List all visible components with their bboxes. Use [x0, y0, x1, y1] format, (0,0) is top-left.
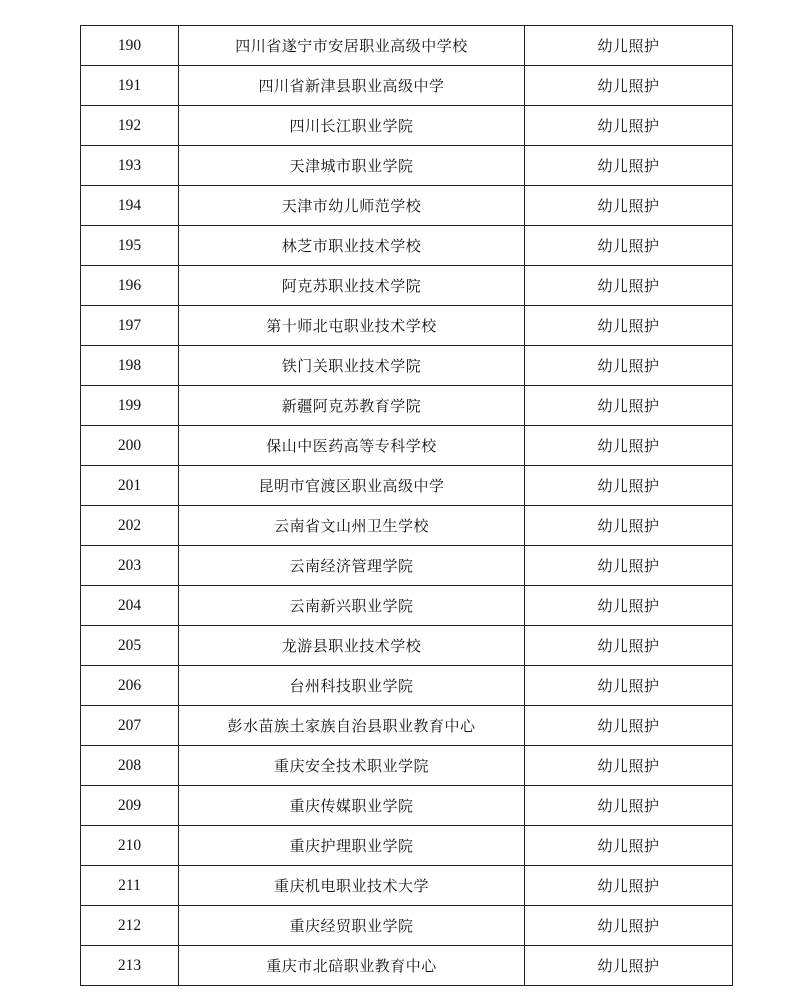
row-number-cell: 205: [81, 626, 179, 666]
major-cell: 幼儿照护: [525, 466, 733, 506]
row-number-cell: 193: [81, 146, 179, 186]
row-number-cell: 211: [81, 866, 179, 906]
table-row: [81, 26, 733, 66]
school-name-cell: 重庆传媒职业学院: [179, 786, 525, 826]
major-cell: 幼儿照护: [525, 346, 733, 386]
major-cell: 幼儿照护: [525, 146, 733, 186]
school-name-cell: 云南新兴职业学院: [179, 586, 525, 626]
row-number-cell: 197: [81, 306, 179, 346]
table-row: [81, 666, 733, 706]
table-row: [81, 586, 733, 626]
school-name-cell: 铁门关职业技术学院: [179, 346, 525, 386]
school-name-cell: 重庆安全技术职业学院: [179, 746, 525, 786]
major-cell: 幼儿照护: [525, 266, 733, 306]
row-number-cell: 196: [81, 266, 179, 306]
row-number-cell: 192: [81, 106, 179, 146]
school-name-cell: 阿克苏职业技术学院: [179, 266, 525, 306]
table-row: [81, 306, 733, 346]
major-cell: 幼儿照护: [525, 826, 733, 866]
major-cell: 幼儿照护: [525, 626, 733, 666]
major-cell: 幼儿照护: [525, 386, 733, 426]
school-name-cell: 龙游县职业技术学校: [179, 626, 525, 666]
row-number-cell: 210: [81, 826, 179, 866]
school-name-cell: 云南经济管理学院: [179, 546, 525, 586]
major-cell: 幼儿照护: [525, 586, 733, 626]
school-name-cell: 彭水苗族土家族自治县职业教育中心: [179, 706, 525, 746]
table-row: [81, 466, 733, 506]
table-row: [81, 706, 733, 746]
major-cell: 幼儿照护: [525, 186, 733, 226]
table-row: [81, 66, 733, 106]
row-number-cell: 209: [81, 786, 179, 826]
school-name-cell: 四川省遂宁市安居职业高级中学校: [179, 26, 525, 66]
row-number-cell: 213: [81, 946, 179, 986]
major-cell: 幼儿照护: [525, 866, 733, 906]
major-cell: 幼儿照护: [525, 106, 733, 146]
table-row: [81, 186, 733, 226]
table-row: [81, 506, 733, 546]
school-name-cell: 重庆市北碚职业教育中心: [179, 946, 525, 986]
school-name-cell: 四川省新津县职业高级中学: [179, 66, 525, 106]
major-cell: 幼儿照护: [525, 426, 733, 466]
table-row: [81, 826, 733, 866]
major-cell: 幼儿照护: [525, 946, 733, 986]
school-name-cell: 台州科技职业学院: [179, 666, 525, 706]
table-row: [81, 906, 733, 946]
school-name-cell: 重庆经贸职业学院: [179, 906, 525, 946]
row-number-cell: 199: [81, 386, 179, 426]
school-name-cell: 新疆阿克苏教育学院: [179, 386, 525, 426]
school-list-table: [80, 25, 733, 986]
major-cell: 幼儿照护: [525, 666, 733, 706]
table-row: [81, 866, 733, 906]
row-number-cell: 198: [81, 346, 179, 386]
table-body: [81, 26, 733, 986]
row-number-cell: 207: [81, 706, 179, 746]
row-number-cell: 203: [81, 546, 179, 586]
row-number-cell: 201: [81, 466, 179, 506]
row-number-cell: 190: [81, 26, 179, 66]
major-cell: 幼儿照护: [525, 746, 733, 786]
major-cell: 幼儿照护: [525, 26, 733, 66]
table-row: [81, 426, 733, 466]
table-row: [81, 226, 733, 266]
school-name-cell: 重庆护理职业学院: [179, 826, 525, 866]
table-row: [81, 106, 733, 146]
table-row: [81, 546, 733, 586]
row-number-cell: 204: [81, 586, 179, 626]
school-name-cell: 天津城市职业学院: [179, 146, 525, 186]
table-row: [81, 346, 733, 386]
row-number-cell: 212: [81, 906, 179, 946]
table-row: [81, 146, 733, 186]
table-row: [81, 786, 733, 826]
major-cell: 幼儿照护: [525, 66, 733, 106]
row-number-cell: 208: [81, 746, 179, 786]
school-name-cell: 天津市幼儿师范学校: [179, 186, 525, 226]
school-name-cell: 重庆机电职业技术大学: [179, 866, 525, 906]
table-row: [81, 266, 733, 306]
table-row: [81, 626, 733, 666]
school-name-cell: 第十师北屯职业技术学校: [179, 306, 525, 346]
major-cell: 幼儿照护: [525, 226, 733, 266]
major-cell: 幼儿照护: [525, 506, 733, 546]
row-number-cell: 194: [81, 186, 179, 226]
school-name-cell: 保山中医药高等专科学校: [179, 426, 525, 466]
major-cell: 幼儿照护: [525, 706, 733, 746]
row-number-cell: 202: [81, 506, 179, 546]
row-number-cell: 206: [81, 666, 179, 706]
major-cell: 幼儿照护: [525, 786, 733, 826]
table-row: [81, 746, 733, 786]
major-cell: 幼儿照护: [525, 906, 733, 946]
row-number-cell: 195: [81, 226, 179, 266]
school-name-cell: 林芝市职业技术学校: [179, 226, 525, 266]
table-row: [81, 386, 733, 426]
major-cell: 幼儿照护: [525, 306, 733, 346]
major-cell: 幼儿照护: [525, 546, 733, 586]
school-name-cell: 云南省文山州卫生学校: [179, 506, 525, 546]
row-number-cell: 200: [81, 426, 179, 466]
table-row: [81, 946, 733, 986]
row-number-cell: 191: [81, 66, 179, 106]
school-name-cell: 四川长江职业学院: [179, 106, 525, 146]
school-name-cell: 昆明市官渡区职业高级中学: [179, 466, 525, 506]
